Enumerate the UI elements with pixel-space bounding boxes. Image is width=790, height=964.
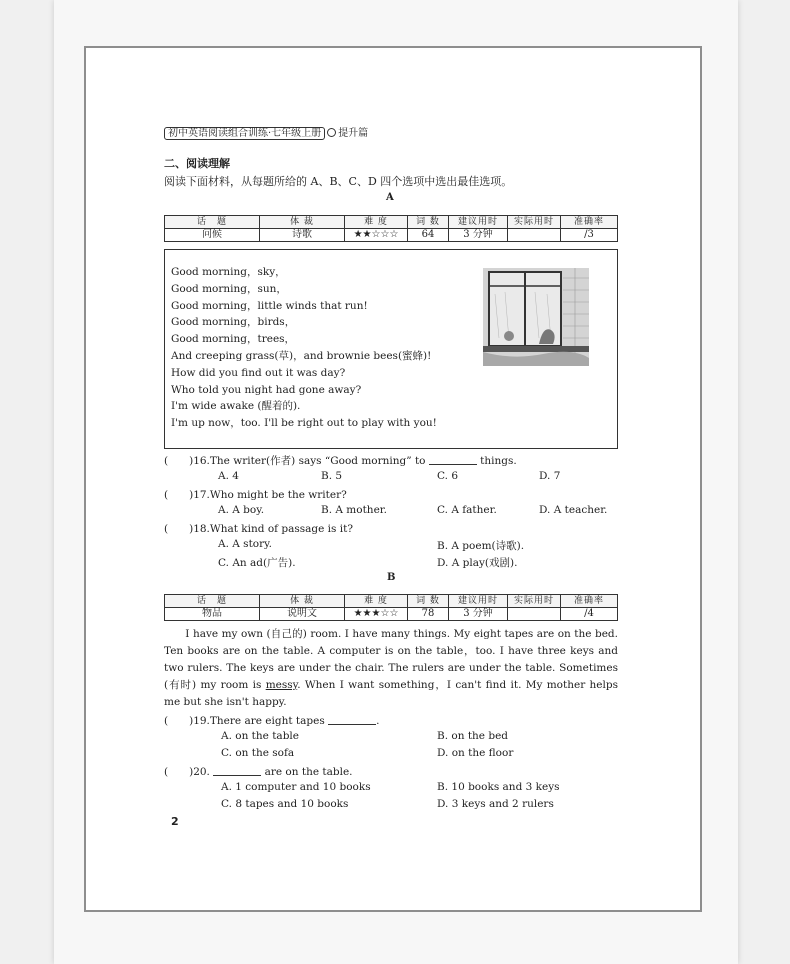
col-topic-header: 话 题 [165, 595, 260, 608]
col-genre-header: 体 裁 [260, 216, 345, 229]
question-stem: Who might be the writer? [209, 489, 347, 501]
passage-b-meta-table [164, 594, 618, 621]
section-title: 二、阅读理解 [164, 157, 230, 170]
poem-text [171, 264, 437, 432]
poem-box [164, 249, 618, 449]
option-b[interactable]: B. 5 [321, 470, 343, 482]
time-value: 3 分钟 [449, 608, 508, 621]
poem-line: I'm wide awake (醒着的). [171, 400, 301, 413]
col-genre-header: 体 裁 [260, 595, 345, 608]
option-d[interactable]: D. A teacher. [539, 504, 608, 516]
words-value: 78 [408, 608, 449, 621]
genre-value: 诗歌 [260, 229, 345, 242]
section-instruction: 阅读下面材料，从每题所给的 A、B、C、D 四个选项中选出最佳选项。 [164, 175, 513, 188]
answer-paren[interactable]: ( )18. [164, 523, 210, 535]
option-c[interactable]: C. 6 [437, 470, 459, 482]
question-stem-end: . [376, 715, 380, 727]
level-label: 提升篇 [338, 128, 369, 139]
series-header [164, 124, 368, 139]
question-stem-end: are on the table. [264, 766, 353, 778]
option-d[interactable]: D. A play(戏剧). [437, 557, 518, 569]
poem-line: I'm up now，too. I'll be right out to play with you! [171, 417, 437, 430]
passage-b-text-end: . When I want something，I can't find it. My mother helps me but she isn't happy. [164, 679, 618, 708]
option-a[interactable]: A. A story. [218, 538, 273, 550]
col-words-header: 词 数 [408, 595, 449, 608]
difficulty-value: ★★★☆☆ [345, 608, 408, 621]
question-stem: What kind of passage is it? [209, 523, 353, 535]
series-title: 初中英语阅读组合训练·七年级上册 [164, 127, 325, 140]
poem-line: Good morning，little winds that run! [171, 299, 368, 312]
page-number: 2 [171, 815, 179, 828]
words-value: 64 [408, 229, 449, 242]
answer-paren[interactable]: ( )20. [164, 766, 210, 778]
poem-line: Good morning，sky， [171, 266, 286, 278]
answer-blank[interactable] [429, 454, 477, 465]
col-topic-header: 话 题 [165, 216, 260, 229]
actual-time-value[interactable] [508, 608, 561, 621]
answer-blank[interactable] [213, 765, 261, 776]
col-difficulty-header: 难 度 [345, 216, 408, 229]
col-actual-header: 实际用时 [508, 595, 561, 608]
option-c[interactable]: C. A father. [437, 504, 497, 516]
poem-line: Good morning，sun， [171, 282, 287, 295]
time-value: 3 分钟 [449, 229, 508, 242]
passage-b-label: B [387, 572, 396, 583]
option-a[interactable]: A. A boy. [218, 504, 265, 516]
col-time-header: 建议用时 [449, 216, 508, 229]
poem-line: Who told you night had gone away? [171, 383, 362, 396]
genre-value: 说明文 [260, 608, 345, 621]
question-18 [164, 521, 353, 536]
option-d[interactable]: D. 3 keys and 2 rulers [437, 798, 554, 810]
col-accuracy-header: 准确率 [561, 595, 618, 608]
col-actual-header: 实际用时 [508, 216, 561, 229]
question-stem: There are eight tapes [209, 715, 325, 727]
option-b[interactable]: B. A poem(诗歌). [437, 540, 525, 552]
answer-paren[interactable]: ( )16. [164, 455, 210, 467]
passage-a-label: A [386, 192, 394, 203]
option-a[interactable]: A. 1 computer and 10 books [221, 781, 371, 793]
window-sketch-icon [483, 268, 589, 366]
accuracy-value: /3 [561, 229, 618, 242]
col-accuracy-header: 准确率 [561, 216, 618, 229]
option-c[interactable]: C. An ad(广告). [218, 557, 296, 569]
passage-b-text [164, 626, 618, 711]
answer-paren[interactable]: ( )19. [164, 715, 210, 727]
poem-line: And creeping grass(草)，and brownie bees(蜜蜂)! [171, 349, 432, 362]
poem-line: Good morning，birds， [171, 316, 296, 329]
option-c[interactable]: C. on the sofa [221, 747, 295, 759]
answer-paren[interactable]: ( )17. [164, 489, 210, 501]
option-d[interactable]: D. on the floor [437, 747, 514, 759]
col-time-header: 建议用时 [449, 595, 508, 608]
difficulty-value: ★★☆☆☆ [345, 229, 408, 242]
actual-time-value[interactable] [508, 229, 561, 242]
question-17 [164, 487, 347, 502]
option-b[interactable]: B. on the bed [437, 730, 509, 742]
circle-icon [327, 128, 336, 137]
option-d[interactable]: D. 7 [539, 470, 561, 482]
question-stem: The writer(作者) says “Good morning” to [209, 455, 426, 467]
window-illustration [483, 268, 589, 366]
option-c[interactable]: C. 8 tapes and 10 books [221, 798, 349, 810]
poem-line: How did you find out it was day? [171, 366, 346, 379]
option-a[interactable]: A. on the table [221, 730, 299, 742]
option-b[interactable]: B. 10 books and 3 keys [437, 781, 560, 793]
question-19 [164, 713, 379, 728]
passage-b-text-start: I have my own (自己的) room. I have many things. My eight tapes are on the bed. Ten books are on the table. A computer is on the table，too. I have three keys and two rulers. The keys are under the chair. The rulers are under the table. Sometimes (有时) my room is [164, 628, 618, 691]
poem-line: Good morning，trees， [171, 333, 296, 346]
answer-blank[interactable] [328, 714, 376, 725]
question-16 [164, 453, 517, 468]
option-a[interactable]: A. 4 [218, 470, 239, 482]
question-stem-end: things. [480, 455, 517, 467]
topic-value: 问候 [165, 229, 260, 242]
col-words-header: 词 数 [408, 216, 449, 229]
option-b[interactable]: B. A mother. [321, 504, 387, 516]
question-20 [164, 764, 353, 779]
topic-value: 物品 [165, 608, 260, 621]
accuracy-value: /4 [561, 608, 618, 621]
passage-b-keyword: messy [265, 679, 298, 691]
col-difficulty-header: 难 度 [345, 595, 408, 608]
passage-a-meta-table [164, 215, 618, 242]
